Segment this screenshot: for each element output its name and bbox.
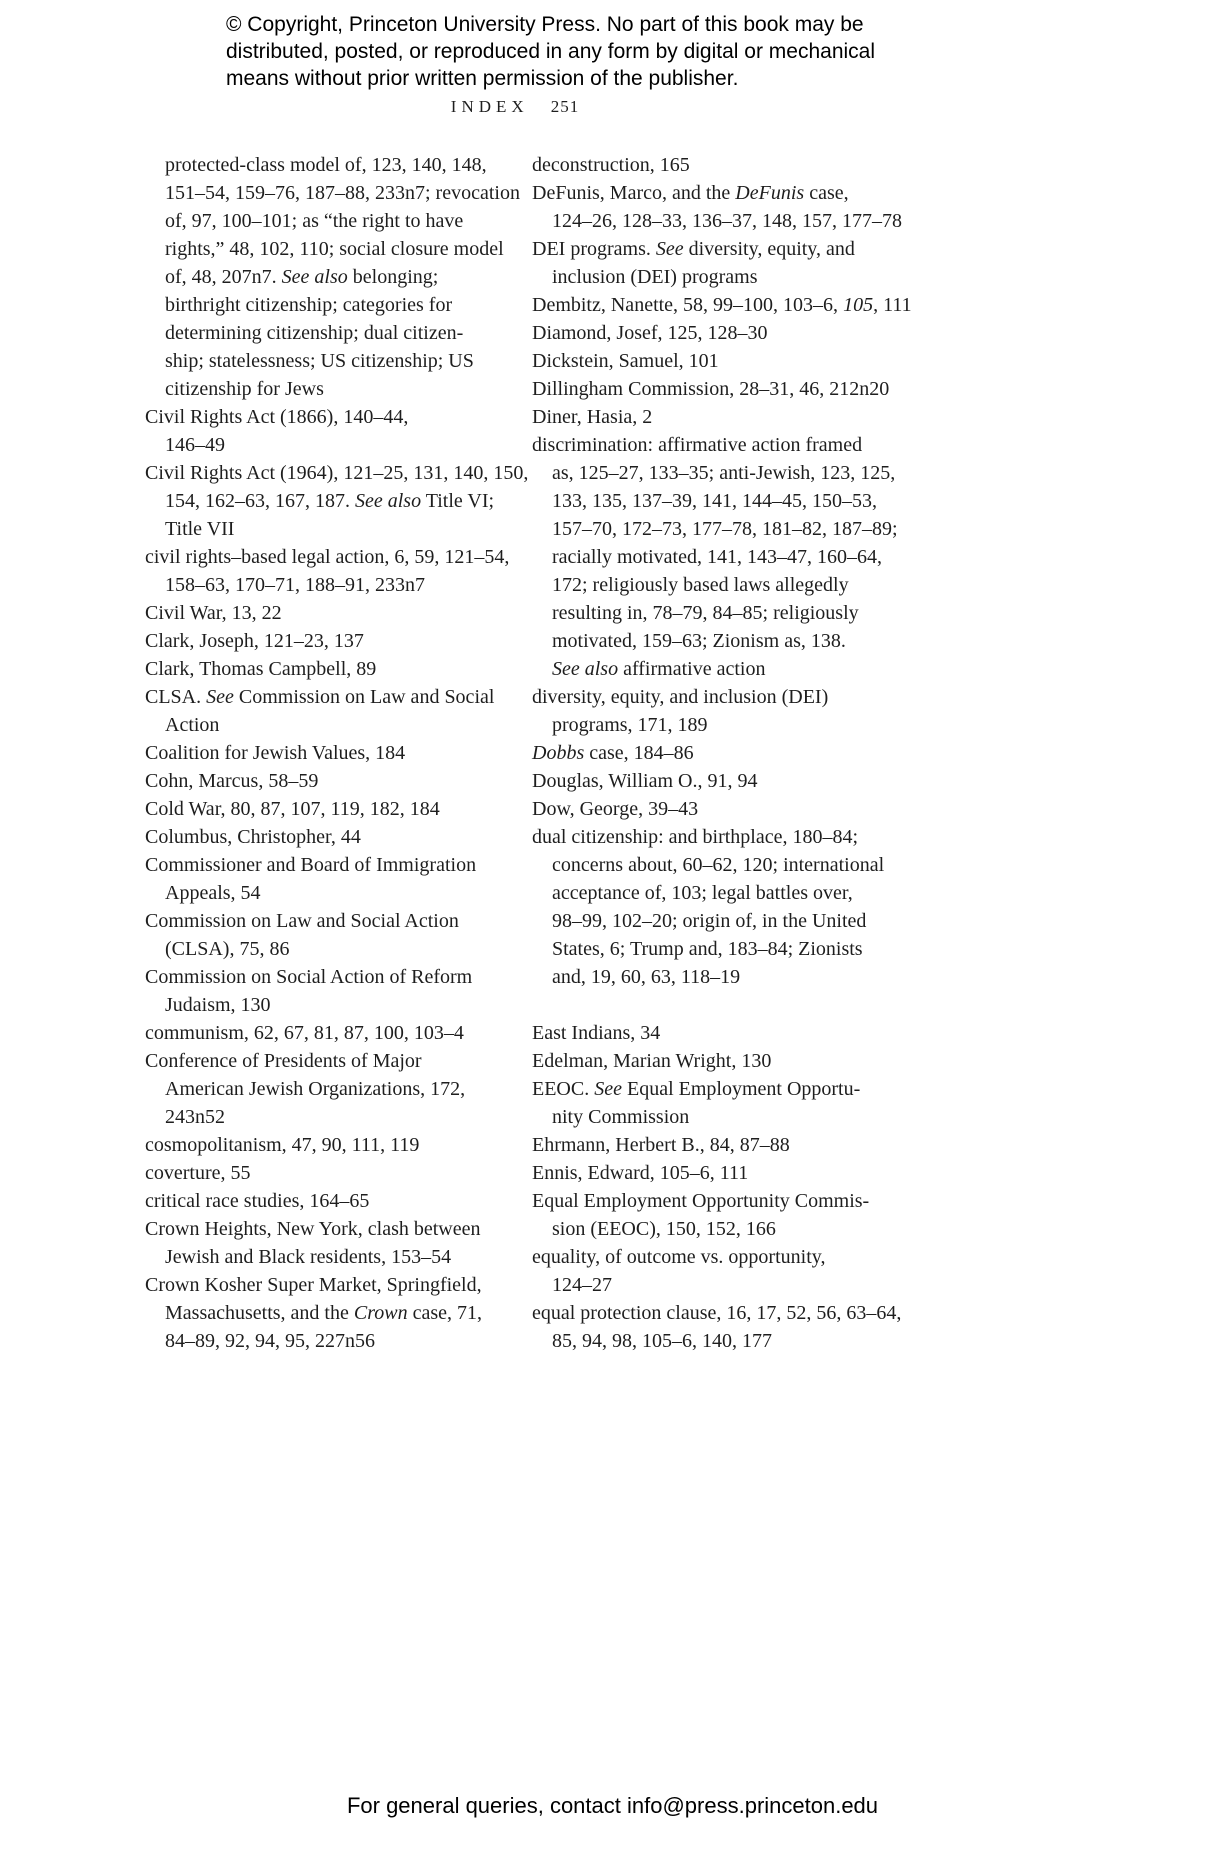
index-line-segment: (CLSA), 75, 86: [165, 938, 290, 960]
index-line: [145, 935, 530, 963]
index-line: [532, 1019, 917, 1047]
index-line-segment: Action: [165, 714, 220, 736]
index-line-segment: 85, 94, 98, 105–6, 140, 177: [552, 1330, 772, 1352]
index-line-segment: Ehrmann, Herbert B., 84, 87–88: [532, 1134, 790, 1156]
index-line: [532, 1131, 917, 1159]
index-line: [532, 1327, 917, 1355]
index-line: [145, 1271, 530, 1299]
index-line-segment: 146–49: [165, 434, 225, 456]
index-line-segment: sion (EEOC), 150, 152, 166: [552, 1218, 776, 1240]
index-line: [532, 851, 917, 879]
index-line-segment: 133, 135, 137–39, 141, 144–45, 150–53,: [552, 490, 877, 512]
index-line-segment: critical race studies, 164–65: [145, 1190, 370, 1212]
index-line-segment: equality, of outcome vs. opportunity,: [532, 1246, 826, 1268]
index-line: [145, 627, 530, 655]
index-line-segment: inclusion (DEI) programs: [552, 266, 758, 288]
index-line: [145, 1103, 530, 1131]
index-line-segment: discrimination: affirmative action framed: [532, 434, 863, 456]
index-line: [145, 655, 530, 683]
index-line: [532, 1075, 917, 1103]
index-line-segment: 151–54, 159–76, 187–88, 233n7; revocation: [165, 182, 520, 204]
copyright-line: means without prior written permission of the publisher.: [226, 67, 739, 90]
index-line: [532, 515, 917, 543]
index-line-segment: Clark, Joseph, 121–23, 137: [145, 630, 364, 652]
index-line-segment: American Jewish Organizations, 172,: [165, 1078, 466, 1100]
index-line: [532, 935, 917, 963]
index-line-italic-segment: See also: [552, 658, 619, 680]
index-line: [145, 1215, 530, 1243]
index-line-segment: communism, 62, 67, 81, 87, 100, 103–4: [145, 1022, 464, 1044]
index-line: [145, 1131, 530, 1159]
index-line-segment: of, 48, 207n7.: [165, 266, 282, 288]
index-line: [532, 1159, 917, 1187]
index-line-segment: and, 19, 60, 63, 118–19: [552, 966, 741, 988]
index-line-segment: deconstruction, 165: [532, 154, 690, 176]
index-line: [532, 627, 917, 655]
index-line-segment: Appeals, 54: [165, 882, 261, 904]
index-line: [145, 1327, 530, 1355]
index-line-segment: Civil Rights Act (1964), 121–25, 131, 140, 150,: [145, 462, 529, 484]
index-line-segment: Civil War, 13, 22: [145, 602, 282, 624]
index-line: [145, 1047, 530, 1075]
index-line: [145, 319, 530, 347]
index-line: [145, 1187, 530, 1215]
index-line: [532, 403, 917, 431]
index-line: [532, 907, 917, 935]
index-line-segment: Dickstein, Samuel, 101: [532, 350, 719, 372]
index-line-segment: 157–70, 172–73, 177–78, 181–82, 187–89;: [552, 518, 898, 540]
index-line: [145, 795, 530, 823]
index-line-segment: motivated, 159–63; Zionism as, 138.: [552, 630, 846, 652]
index-line-segment: Clark, Thomas Campbell, 89: [145, 658, 377, 680]
index-line: [145, 347, 530, 375]
index-line: [532, 1271, 917, 1299]
index-line: [145, 683, 530, 711]
index-line: [532, 543, 917, 571]
index-line: [145, 263, 530, 291]
index-line: [145, 179, 530, 207]
index-line: [532, 207, 917, 235]
index-line-segment: Edelman, Marian Wright, 130: [532, 1050, 772, 1072]
index-line-segment: equal protection clause, 16, 17, 52, 56, 63–64,: [532, 1302, 902, 1324]
index-line: [532, 1299, 917, 1327]
index-line-segment: Title VI;: [421, 490, 495, 512]
index-line: [532, 1047, 917, 1075]
index-line: [145, 1299, 530, 1327]
index-line-segment: Diner, Hasia, 2: [532, 406, 653, 428]
page-footer: [0, 1793, 1225, 1819]
index-line-segment: nity Commission: [552, 1106, 690, 1128]
index-line: [145, 431, 530, 459]
index-line-italic-segment: See: [655, 238, 684, 260]
index-column-right: [532, 151, 917, 1355]
index-line: [145, 823, 530, 851]
index-line: [532, 767, 917, 795]
index-line: [145, 1159, 530, 1187]
index-line-segment: 124–26, 128–33, 136–37, 148, 157, 177–78: [552, 210, 902, 232]
index-line-segment: Judaism, 130: [165, 994, 271, 1016]
index-line-italic-segment: See: [594, 1078, 622, 1100]
index-line: [145, 599, 530, 627]
index-line-segment: Equal Employment Opportunity Commis-: [532, 1190, 870, 1212]
index-line-segment: Douglas, William O., 91, 94: [532, 770, 758, 792]
index-line: [145, 1019, 530, 1047]
index-line-segment: CLSA.: [145, 686, 207, 708]
index-line-segment: 98–99, 102–20; origin of, in the United: [552, 910, 867, 932]
index-line: [532, 291, 917, 319]
index-line-segment: Commission on Social Action of Reform: [145, 966, 473, 988]
index-line-segment: diversity, equity, and: [683, 238, 855, 260]
index-line: [145, 291, 530, 319]
index-line: [145, 403, 530, 431]
index-line: [532, 347, 917, 375]
index-line: [532, 711, 917, 739]
index-line: [532, 1187, 917, 1215]
index-line-segment: birthright citizenship; categories for: [165, 294, 453, 316]
index-line-segment: dual citizenship: and birthplace, 180–84;: [532, 826, 859, 848]
index-line-segment: 154, 162–63, 167, 187.: [165, 490, 355, 512]
index-line-segment: 158–63, 170–71, 188–91, 233n7: [165, 574, 425, 596]
index-line-segment: 84–89, 92, 94, 95, 227n56: [165, 1330, 375, 1352]
index-line-segment: of, 97, 100–101; as “the right to have: [165, 210, 464, 232]
index-line: [532, 1215, 917, 1243]
index-line: [532, 235, 917, 263]
index-line-segment: as, 125–27, 133–35; anti-Jewish, 123, 125,: [552, 462, 896, 484]
index-line: [145, 515, 530, 543]
index-line: [532, 599, 917, 627]
index-line-italic-segment: Crown: [353, 1302, 408, 1324]
index-line-segment: ship; statelessness; US citizenship; US: [165, 350, 474, 372]
copyright-line: distributed, posted, or reproduced in any form by digital or mechanical: [226, 40, 876, 63]
index-line-segment: determining citizenship; dual citizen-: [165, 322, 464, 344]
index-line: [145, 151, 530, 179]
index-line: [145, 739, 530, 767]
index-line: [532, 1103, 917, 1131]
index-line: [145, 487, 530, 515]
index-line-segment: Title VII: [165, 518, 235, 540]
copyright-line: © Copyright, Princeton University Press. No part of this book may be: [226, 13, 864, 36]
index-line-segment: case, 184–86: [584, 742, 694, 764]
index-line-segment: coverture, 55: [145, 1162, 251, 1184]
index-line: [532, 655, 917, 683]
index-line-segment: EEOC.: [532, 1078, 595, 1100]
index-line: [145, 459, 530, 487]
index-line-italic-segment: See also: [355, 490, 422, 512]
index-line: [145, 711, 530, 739]
index-line-segment: Massachusetts, and the: [165, 1302, 354, 1324]
index-line: [145, 235, 530, 263]
index-line: [145, 207, 530, 235]
index-line: [532, 795, 917, 823]
index-line-segment: Cohn, Marcus, 58–59: [145, 770, 319, 792]
index-line: [532, 263, 917, 291]
index-line-segment: Columbus, Christopher, 44: [145, 826, 361, 848]
index-line-segment: Cold War, 80, 87, 107, 119, 182, 184: [145, 798, 440, 820]
index-line: [532, 879, 917, 907]
index-line-segment: 172; religiously based laws allegedly: [552, 574, 849, 596]
index-line-segment: Ennis, Edward, 105–6, 111: [532, 1162, 749, 1184]
index-line: [145, 851, 530, 879]
index-line: [145, 375, 530, 403]
index-line-segment: Dillingham Commission, 28–31, 46, 212n20: [532, 378, 890, 400]
index-line-segment: rights,” 48, 102, 110; social closure model: [165, 238, 504, 260]
index-column-left: [145, 151, 530, 1355]
index-line-segment: case,: [804, 182, 849, 204]
index-line-segment: States, 6; Trump and, 183–84; Zionists: [552, 938, 863, 960]
index-line: [145, 767, 530, 795]
index-line-segment: Crown Heights, New York, clash between: [145, 1218, 481, 1240]
page-title: INDEX: [450, 97, 529, 116]
index-line-segment: protected-class model of, 123, 140, 148,: [165, 154, 487, 176]
page-number: 251: [550, 97, 580, 116]
index-line: [532, 151, 917, 179]
index-line-italic-segment: DeFunis: [735, 182, 805, 204]
index-line-segment: 243n52: [165, 1106, 225, 1128]
index-line: [532, 319, 917, 347]
index-line-segment: , 111: [873, 294, 912, 316]
index-line-segment: racially motivated, 141, 143–47, 160–64,: [552, 546, 882, 568]
index-line: [145, 879, 530, 907]
index-line: [145, 991, 530, 1019]
index-line-segment: Commissioner and Board of Immigration: [145, 854, 477, 876]
index-line-italic-segment: 105: [843, 294, 874, 316]
index-line-italic-segment: Dobbs: [532, 742, 585, 764]
index-line-segment: acceptance of, 103; legal battles over,: [552, 882, 853, 904]
index-line: [532, 375, 917, 403]
index-line-italic-segment: See also: [281, 266, 348, 288]
index-line: [145, 963, 530, 991]
index-line-segment: programs, 171, 189: [552, 714, 708, 736]
copyright-notice: [226, 11, 875, 92]
page-header: [0, 97, 1030, 117]
index-line-segment: Conference of Presidents of Major: [145, 1050, 422, 1072]
index-line: [145, 543, 530, 571]
index-line: [532, 459, 917, 487]
index-line-segment: DEI programs.: [532, 238, 656, 260]
index-line: [532, 739, 917, 767]
index-line-segment: concerns about, 60–62, 120; international: [552, 854, 885, 876]
index-line-segment: Civil Rights Act (1866), 140–44,: [145, 406, 409, 428]
index-line: [532, 683, 917, 711]
index-line: [145, 1243, 530, 1271]
index-line: [532, 1243, 917, 1271]
index-line-segment: Commission on Law and Social: [233, 686, 495, 708]
index-line: [145, 907, 530, 935]
index-line-segment: Diamond, Josef, 125, 128–30: [532, 322, 768, 344]
index-line-segment: Coalition for Jewish Values, 184: [145, 742, 406, 764]
index-line-segment: DeFunis, Marco, and the: [532, 182, 736, 204]
index-line-segment: Crown Kosher Super Market, Springfield,: [145, 1274, 482, 1296]
index-line-segment: belonging;: [347, 266, 439, 288]
index-line: [532, 823, 917, 851]
index-line: [532, 179, 917, 207]
index-line-segment: 124–27: [552, 1274, 612, 1296]
index-line: [145, 571, 530, 599]
index-line-segment: affirmative action: [618, 658, 766, 680]
index-line: [532, 963, 917, 991]
index-line-segment: Equal Employment Opportu-: [621, 1078, 861, 1100]
index-line: [532, 571, 917, 599]
index-line-segment: Dow, George, 39–43: [532, 798, 699, 820]
index-line-segment: civil rights–based legal action, 6, 59, 121–54,: [145, 546, 510, 568]
index-line-segment: diversity, equity, and inclusion (DEI): [532, 686, 829, 708]
index-line-segment: citizenship for Jews: [165, 378, 324, 400]
index-line-segment: Commission on Law and Social Action: [145, 910, 459, 932]
index-line-segment: case, 71,: [407, 1302, 483, 1324]
index-line-italic-segment: See: [206, 686, 234, 708]
footer-contact-text: For general queries, contact info@press.princeton.edu: [346, 1793, 879, 1818]
index-line: [532, 431, 917, 459]
index-line-segment: Dembitz, Nanette, 58, 99–100, 103–6,: [532, 294, 844, 316]
index-line-segment: cosmopolitanism, 47, 90, 111, 119: [145, 1134, 420, 1156]
index-line: [145, 1075, 530, 1103]
index-line-segment: Jewish and Black residents, 153–54: [165, 1246, 452, 1268]
index-line-segment: East Indians, 34: [532, 1022, 661, 1044]
index-line: [532, 487, 917, 515]
index-line-segment: resulting in, 78–79, 84–85; religiously: [552, 602, 859, 624]
